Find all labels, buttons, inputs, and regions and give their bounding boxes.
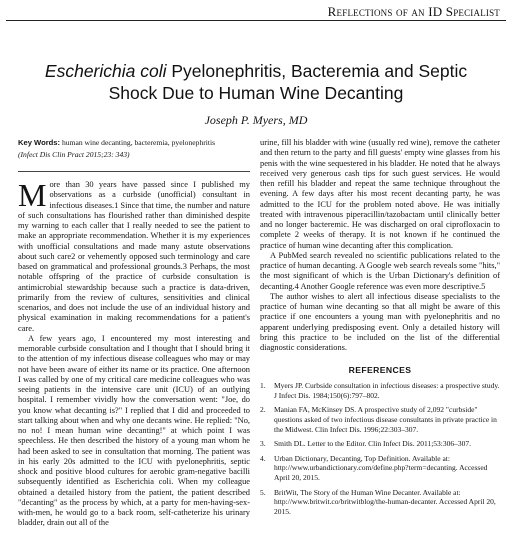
section-title: Reflections of an ID Specialist (327, 4, 500, 19)
left-column (18, 138, 250, 529)
keywords-text: human wine decanting, bacteremia, pyelonephritis (60, 138, 216, 147)
reference-item (260, 381, 500, 400)
keywords-label: Key Words: (18, 138, 61, 147)
reference-text: Urban Dictionary, Decanting, Top Definition. Available at: http://www.urbandictionary.com/define.php?term=decanting. Accessed April 20, 2015. (274, 453, 488, 482)
reference-text: BritWit, The Story of the Human Wine Decanter. Available at: http://www.britwit.co/britwitblog/the-human-decanter. Accessed April 20, 2015. (274, 487, 496, 516)
references-list (260, 381, 500, 516)
reference-number: 1. (260, 381, 266, 391)
reference-number: 2. (260, 405, 266, 415)
article-title (20, 60, 492, 104)
intro-paragraph (18, 177, 250, 334)
article-title-rest: Pyelonephritis, Bacteremia and Septic Shock Due to Human Wine Decanting (108, 61, 468, 103)
intro-paragraph-text: ore than 30 years have passed since I published my observations as a curbside (unofficial) consultant in infectious diseases.1 Since that time, the number and nature of such consultations has flourished rather than diminished despite my warning to each caller that I really needed to see the patient to make an appropriate recommendation. Whether it is my experiences with unofficial consultations and made many astute observations about such care2 or vehemently opposed such terminology and care based on grammatical and professional grounds.3 Perhaps, the most notable offspring of the practice of curbside consultation is antimicrobial stewardship because such a practice is data-driven, primarily from the review of cultures, sensitivities and clinical scenarios, and does not include the use of an individual history and physical examination in making recommendations for a patient's care. (18, 180, 250, 333)
article-title-organism: Escherichia coli (44, 61, 167, 81)
author-name: Joseph P. Myers, MD (204, 113, 308, 127)
reference-item (260, 454, 500, 483)
reference-item (260, 488, 500, 517)
right-column (260, 138, 500, 521)
reference-item (260, 405, 500, 434)
case-paragraph: A few years ago, I encountered my most interesting and memorable curbside consultation and I thought that I should bring it to the attention of my infectious disease colleagues who may or may not have been aware of either its name or its practice. One afternoon I was called by one of my critical care medicine colleagues who was seeing patients in the intensive care unit (ICU) of an outlying hospital. I remember vividly how the conversation went: "Joe, do you know what decanting is?" I replied that I did and proceeded to start talking about when and why one decants wine. He replied: "No, no no! I mean human wine decanting!" at which point I was speechless. He then described the history of a young man whom he had been asked to see in consultation that morning. The patient was in his early 20s admitted to the ICU with pyelonephritis, septic shock and positive blood cultures for aerobic gram-negative bacilli subsequently identified as Escherichia coli. When my colleague obtained a detailed history from the patient, the patient described "decanting" as the process by which, at a party for men-having-sex-with-men, he would go to a back room, self-catheterize his urinary bladder, drain out all of the (18, 333, 250, 528)
reference-text: Manian FA, McKinsey DS. A prospective study of 2,092 "curbside" questions asked of two infectious disease consultants in private practice in the Midwest. Clin Infect Dis. 1996;22:303–307. (274, 405, 497, 434)
references-heading: REFERENCES (348, 365, 412, 376)
journal-header (6, 4, 506, 21)
keywords (18, 138, 250, 148)
case-continued-paragraph: urine, fill his bladder with wine (usually red wine), remove the catheter and then return to the party and fill guests' empty wine glasses from his penis with the wine sequestered in his bladder. He noted that he always received very generous cash tips for such guest services. He would then refill his bladder and repeat the same technique throughout the evening. A few days after his most recent decanting party, he was admitted to the ICU for the problem noted above. He was initially treated with intravenous piperacillin/tazobactam until clinically better and no longer bacteremic. He was discharged on oral ciprofloxacin to complete 2 weeks of therapy. It is not known if he continued the practice of human wine decanting after this complication. (260, 138, 500, 250)
reference-number: 3. (260, 439, 266, 449)
reference-text: Myers JP. Curbside consultation in infectious diseases: a prospective study. J Infect Dis. 1984;150(6):797–802. (274, 381, 500, 400)
drop-cap: M (18, 177, 47, 213)
conclusion-paragraph: The author wishes to alert all infectious disease specialists to the practice of human wine decanting so that all might be aware of this practice if one encounters a young man with pyelonephritis and no apparent underlying predisposing event. Only a detailed history will bring this practice to be included on the list of the differential diagnostic considerations. (260, 291, 500, 352)
search-paragraph: A PubMed search revealed no scientific publications related to the practice of human decanting. A Google web search reveals some "hits," the most significant of which is the Urban Dictionary's definition of decanting.4 Another Google reference was even more descriptive.5 (260, 250, 500, 291)
reference-text: Smith DL. Letter to the Editor. Clin Infect Dis. 2011;53:306–307. (274, 439, 471, 449)
reference-number: 4. (260, 453, 266, 463)
reference-number: 5. (260, 487, 266, 497)
reference-item (260, 439, 500, 449)
citation: (Infect Dis Clin Pract 2015;23: 343) (18, 149, 130, 159)
